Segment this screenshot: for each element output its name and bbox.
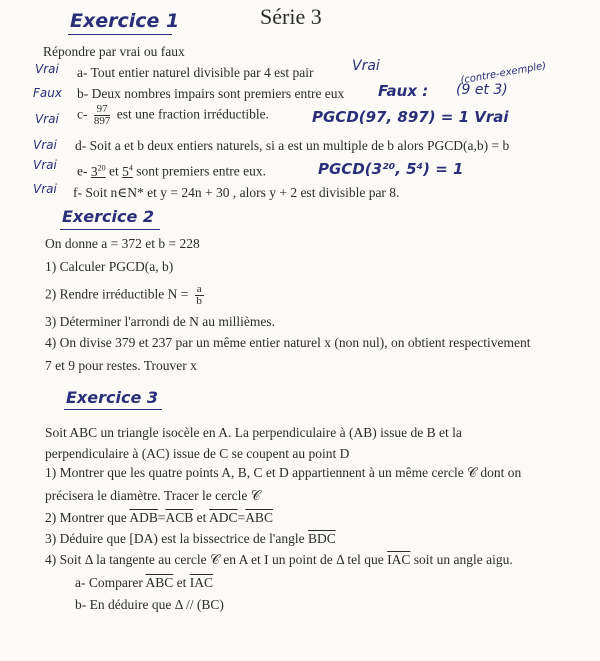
ex1-a-answer: Vrai <box>352 58 380 74</box>
ex2-intro: On donne a = 372 et b = 228 <box>45 236 200 251</box>
angle-iac: $\overline{IAC}$ <box>387 552 411 567</box>
ex1-c-mark: Vrai <box>35 112 59 126</box>
ex3-q4a-text: a- Comparer <box>75 575 143 590</box>
serie-title: Série 3 <box>260 4 322 29</box>
ex1-c-fraction <box>94 104 111 127</box>
ex1-d-text: d- Soit a et b deux entiers naturels, si a est un multiple de b alors PGCD(a,b) = b <box>75 138 510 153</box>
ex2-q1: 1) Calculer PGCD(a, b) <box>45 259 174 274</box>
ex3-q3-text: 3) Déduire que [DA) est la bissectrice de l'angle <box>45 531 305 546</box>
ex1-heading-underline <box>68 34 172 35</box>
angle-adc: $\overline{ADC}$ <box>209 510 238 525</box>
ex1-c-label: c- <box>77 106 88 122</box>
ex3-q2-and: et <box>196 510 207 525</box>
angle-acb: $\overline{ACB}$ <box>165 510 194 525</box>
ex3-line3: 1) Montrer que les quatre points A, B, C et D appartiennent à un même cercle 𝒞 dont on <box>45 465 522 480</box>
ex1-f-text: f- Soit n∈N* et y = 24n + 30 , alors y + 2 est divisible par 8. <box>73 185 400 200</box>
ex1-c-den: 897 <box>93 115 111 127</box>
ex2-heading: Exercice 2 <box>62 207 154 226</box>
ex1-b-mark: Faux <box>33 86 62 100</box>
ex3-heading: Exercice 3 <box>66 388 158 407</box>
ex1-e-power1 <box>91 164 106 179</box>
ex1-c-num: 97 <box>94 104 111 116</box>
ex3-q4a-and: et <box>176 575 187 590</box>
ex1-e-line <box>77 160 266 180</box>
ex3-q4-text: 4) Soit Δ la tangente au cercle 𝒞 en A et I un point de Δ tel que <box>45 552 384 567</box>
ex3-line7 <box>45 552 513 568</box>
ex1-e-exp1: 20 <box>97 163 106 172</box>
ex2-q3: 3) Déterminer l'arrondi de N au millièmes. <box>45 314 275 329</box>
ex1-c-line <box>77 104 269 127</box>
ex3-line4: précisera le diamètre. Tracer le cercle 𝒞 <box>45 488 261 503</box>
ex1-c-answer: PGCD(97, 897) = 1 Vrai <box>312 108 509 126</box>
ex1-e-mark: Vrai <box>33 158 57 172</box>
ex1-e-label: e- <box>77 163 88 179</box>
ex1-e-base1: 3 <box>90 163 98 179</box>
ex1-heading: Exercice 1 <box>70 10 180 32</box>
ex1-e-exp2: 4 <box>128 163 133 172</box>
ex1-instruction: Répondre par vrai ou faux <box>43 44 185 59</box>
ex2-q2: 2) Rendre irréductible N = <box>45 286 189 302</box>
ex3-q2-eq1: = <box>157 510 166 525</box>
ex3-line9: b- En déduire que Δ // (BC) <box>75 597 224 612</box>
angle-iac-2: $\overline{IAC}$ <box>189 575 213 590</box>
ex2-q2-den: b <box>196 295 202 307</box>
ex1-e-mid: et <box>109 163 119 179</box>
ex1-a-text: a- Tout entier naturel divisible par 4 est pair <box>77 65 314 80</box>
angle-bdc: $\overline{BDC}$ <box>307 531 336 546</box>
ex2-q4-line2: 7 et 9 pour restes. Trouver x <box>45 358 197 373</box>
ex3-line6 <box>45 531 336 547</box>
ex3-line2: perpendiculaire à (AC) issue de C se coupent au point D <box>45 446 350 461</box>
ex3-q4-text-end: soit un angle aigu. <box>413 552 513 567</box>
angle-abc: $\overline{ABC}$ <box>245 510 273 525</box>
ex1-b-text: b- Deux nombres impairs sont premiers entre eux <box>77 86 345 101</box>
ex1-e-base2: 5 <box>122 163 129 179</box>
ex1-b-note2: (contre-exemple) <box>459 60 548 87</box>
ex3-q2-text: 2) Montrer que <box>45 510 127 525</box>
ex2-q2-num: a <box>196 283 202 295</box>
ex1-e-power2 <box>122 164 133 179</box>
ex1-b-note: (9 et 3) <box>456 82 508 98</box>
ex1-b-answer: Faux : <box>378 82 429 100</box>
ex1-a-mark: Vrai <box>35 62 59 76</box>
ex3-line8 <box>75 575 213 591</box>
ex3-q2-eq2: = <box>237 510 246 525</box>
ex2-q2-line <box>45 284 207 307</box>
ex2-heading-underline <box>60 229 160 230</box>
ex3-heading-underline <box>64 409 162 410</box>
ex1-e-text: sont premiers entre eux. <box>136 163 266 179</box>
ex3-line1: Soit ABC un triangle isocèle en A. La perpendiculaire à (AB) issue de B et la <box>45 425 462 440</box>
ex2-q2-fraction <box>195 284 204 307</box>
ex1-f-mark: Vrai <box>33 182 57 196</box>
ex2-q4-line1: 4) On divise 379 et 237 par un même entier naturel x (non nul), on obtient respectivement <box>45 335 531 350</box>
angle-adb: $\overline{ADB}$ <box>129 510 158 525</box>
angle-abc-2: $\overline{ABC}$ <box>145 575 174 590</box>
ex1-e-answer: PGCD(3²⁰, 5⁴) = 1 <box>318 160 464 178</box>
ex3-line5 <box>45 510 273 526</box>
ex1-d-mark: Vrai <box>33 138 57 152</box>
ex1-c-text: est une fraction irréductible. <box>116 106 269 122</box>
